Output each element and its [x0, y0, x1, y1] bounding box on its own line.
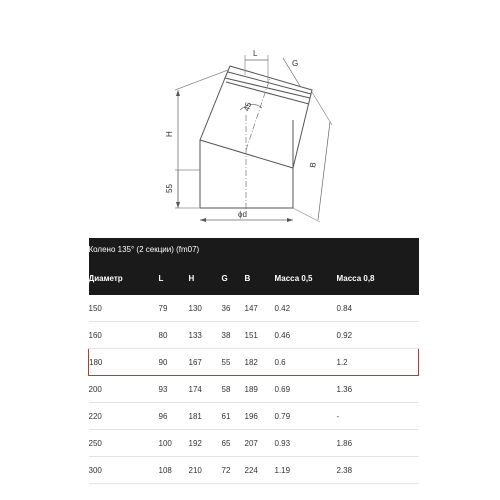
table-title-row: [89, 238, 419, 261]
table-cell: 130: [189, 295, 222, 322]
table-row: [89, 430, 419, 457]
table-cell: 133: [189, 322, 222, 349]
table-cell: 2.38: [337, 457, 419, 484]
table-row: [89, 403, 419, 430]
table-cell: 160: [89, 322, 159, 349]
table-cell: 58: [222, 376, 245, 403]
arrow-d-right: [287, 218, 293, 222]
table-cell: 1.19: [275, 457, 337, 484]
technical-drawing: [0, 0, 500, 235]
table-cell: 196: [245, 403, 275, 430]
table-title: Колено 135° (2 секции) (fm07): [89, 238, 419, 261]
label-l: L: [253, 49, 258, 58]
dim-line-b: [318, 122, 330, 220]
table-cell: 210: [189, 457, 222, 484]
col-header: H: [189, 261, 222, 295]
label-h: H: [165, 131, 174, 137]
table-row: [89, 376, 419, 403]
table-cell: 55: [222, 349, 245, 376]
table-cell: 151: [245, 322, 275, 349]
table-cell: 224: [245, 457, 275, 484]
table-cell: 1.2: [337, 349, 419, 376]
ext-line-b-bottom: [293, 208, 320, 222]
arrow-d-left: [200, 218, 206, 222]
table-cell: 1.86: [337, 430, 419, 457]
table-row: [89, 295, 419, 322]
table-cell: 0.6: [275, 349, 337, 376]
arrow-h-bottom: [176, 202, 180, 208]
table-cell: 0.46: [275, 322, 337, 349]
table-cell: 0.92: [337, 322, 419, 349]
table-cell: 200: [89, 376, 159, 403]
table-row: [89, 322, 419, 349]
table-cell: 72: [222, 457, 245, 484]
table-cell: 93: [159, 376, 189, 403]
table-cell: 300: [89, 457, 159, 484]
table-cell: 174: [189, 376, 222, 403]
table-header-row: [89, 261, 419, 295]
table-cell: 61: [222, 403, 245, 430]
col-header: B: [245, 261, 275, 295]
table-cell: 189: [245, 376, 275, 403]
table-cell: 250: [89, 430, 159, 457]
ext-line-b-top: [312, 92, 332, 125]
table-cell: -: [337, 403, 419, 430]
table-cell: 150: [89, 295, 159, 322]
spec-table: [88, 238, 419, 484]
table-cell: 100: [159, 430, 189, 457]
table-cell: 96: [159, 403, 189, 430]
table-cell: 0.69: [275, 376, 337, 403]
table-row-highlighted: [89, 349, 419, 376]
label-g: G: [292, 59, 299, 68]
label-angle: 45: [241, 101, 254, 113]
col-header: G: [222, 261, 245, 295]
upper-right-wall: [293, 98, 310, 168]
col-header: Масса 0,8: [337, 261, 419, 295]
table-cell: 180: [89, 349, 159, 376]
table-cell: 80: [159, 322, 189, 349]
table-cell: 220: [89, 403, 159, 430]
table-cell: 65: [222, 430, 245, 457]
joint-line: [200, 140, 293, 168]
label-55: 55: [165, 184, 174, 193]
table-cell: 108: [159, 457, 189, 484]
table-cell: 38: [222, 322, 245, 349]
table-cell: 90: [159, 349, 189, 376]
table-cell: 182: [245, 349, 275, 376]
table-cell: 1.36: [337, 376, 419, 403]
table-cell: 147: [245, 295, 275, 322]
table-cell: 181: [189, 403, 222, 430]
col-header: L: [159, 261, 189, 295]
table-cell: 0.84: [337, 295, 419, 322]
table-cell: 0.93: [275, 430, 337, 457]
table-cell: 79: [159, 295, 189, 322]
table-cell: 36: [222, 295, 245, 322]
table-cell: 192: [189, 430, 222, 457]
ext-line-top: [175, 70, 228, 90]
center-line-tilted: [246, 78, 270, 150]
table-cell: 207: [245, 430, 275, 457]
table-cell: 167: [189, 349, 222, 376]
col-header: Масса 0,5: [275, 261, 337, 295]
table-cell: 0.42: [275, 295, 337, 322]
arrow-h-top: [176, 90, 180, 96]
label-diameter: ϕd: [238, 210, 247, 219]
upper-left-wall: [200, 78, 225, 140]
col-header: Диаметр: [89, 261, 159, 295]
table-row: [89, 457, 419, 484]
label-b: B: [308, 161, 318, 169]
table-cell: 0.79: [275, 403, 337, 430]
